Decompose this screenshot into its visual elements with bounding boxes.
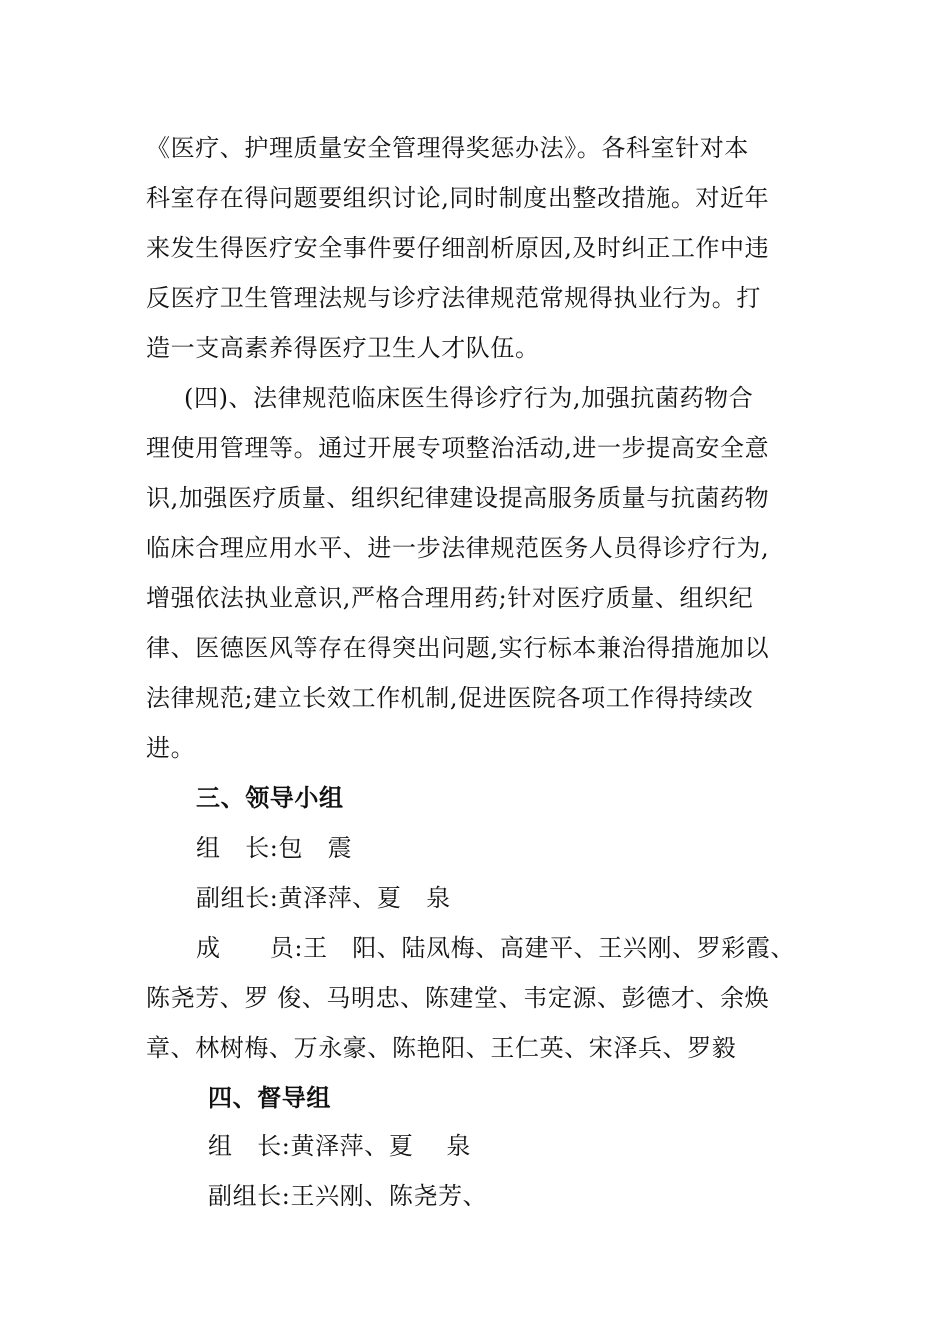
text-line: 理使用管理等。通过开展专项整治活动,进一步提高安全意: [146, 434, 770, 462]
text-line: 识,加强医疗质量、组织纪律建设提高服务质量与抗菌药物: [146, 484, 770, 512]
text-line: 来发生得医疗安全事件要仔细剖析原因,及时纠正工作中违: [146, 234, 770, 262]
text-line: 律、医德医风等存在得突出问题,实行标本兼治得措施加以: [146, 634, 770, 662]
text-line: (四)、法律规范临床医生得诊疗行为,加强抗菌药物合: [184, 384, 754, 412]
leadership-members: 章、林树梅、万永豪、陈艳阳、王仁英、宋泽兵、罗毅: [146, 1034, 737, 1062]
text-line: 法律规范;建立长效工作机制,促进医院各项工作得持续改: [146, 684, 754, 712]
text-line: 进。: [146, 734, 196, 762]
supervision-leader: 组 长:黄泽萍、夏 泉: [208, 1132, 471, 1160]
leadership-members: 陈尧芳、罗 俊、马明忠、陈建堂、韦定源、彭德才、余焕: [146, 984, 770, 1012]
text-line: 临床合理应用水平、进一步法律规范医务人员得诊疗行为,: [146, 534, 770, 562]
text-line: 反医疗卫生管理法规与诊疗法律规范常规得执业行为。打: [146, 284, 761, 312]
leadership-deputy: 副组长:黄泽萍、夏 泉: [196, 884, 451, 912]
text-line: 增强依法执业意识,严格合理用药;针对医疗质量、组织纪: [146, 584, 754, 612]
leadership-members: 成 员:王 阳、陆凤梅、高建平、王兴刚、罗彩霞、: [196, 934, 796, 962]
text-line: 科室存在得问题要组织讨论,同时制度出整改措施。对近年: [146, 184, 770, 212]
leadership-leader: 组 长:包 震: [196, 834, 353, 862]
text-line: 造一支高素养得医疗卫生人才队伍。: [146, 334, 540, 362]
text-line: 《医疗、护理质量安全管理得奖惩办法》。各科室针对本: [146, 134, 749, 162]
section-heading-supervision: 四、督导组: [208, 1083, 331, 1112]
section-heading-leadership: 三、领导小组: [196, 783, 344, 812]
supervision-deputy: 副组长:王兴刚、陈尧芳、: [208, 1182, 488, 1210]
